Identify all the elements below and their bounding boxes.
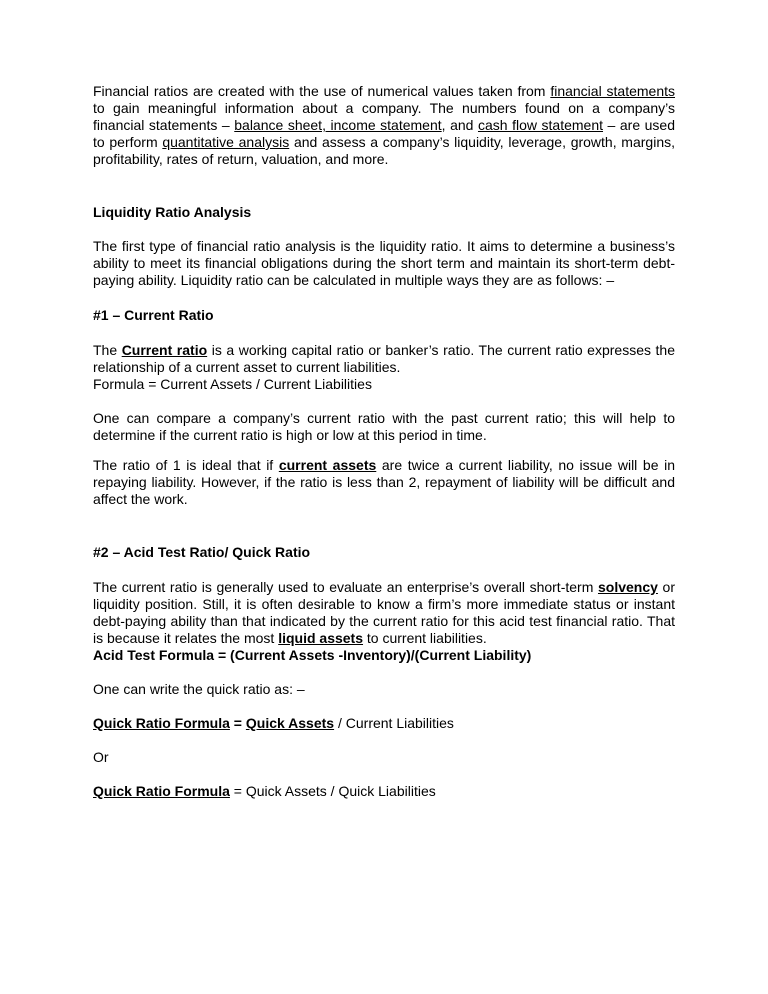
quick-ratio-intro: One can write the quick ratio as: –: [93, 681, 305, 697]
intro-paragraph: Financial ratios are created with the use of numerical values taken from financial statements to gain meaningful information about a company. The numbers found on a company’s financial statements – balance sheet, income statement, and cash flow statement – are used to perform quantitative analysis and assess a company’s liquidity, leverage, growth, margins, profitability, rates of return, valuation, and more.: [93, 83, 676, 167]
document-body: [93, 83, 675, 800]
acid-test-paragraph: The current ratio is generally used to evaluate an enterprise’s overall short-term solvency or liquidity position. Still, it is often desirable to know a firm’s more immediate status or instant debt-paying ability than that indicated by the current ratio for this acid test financial ratio. That is because it relates the most liquid assets to current liabilities.: [93, 579, 675, 646]
quick-ratio-formula-1: Quick Ratio Formula = Quick Assets / Current Liabilities: [93, 715, 454, 731]
acid-test-formula: Acid Test Formula = (Current Assets -Inventory)/(Current Liability): [93, 647, 532, 663]
compare-paragraph: One can compare a company’s current ratio with the past current ratio; this will help to determine if the current ratio is high or low at this period in time.: [93, 410, 675, 443]
quick-ratio-formula-2: Quick Ratio Formula = Quick Assets / Quick Liabilities: [93, 783, 436, 799]
heading-current-ratio: #1 – Current Ratio: [93, 307, 214, 323]
link-quick-ratio-formula-2[interactable]: Quick Ratio Formula: [93, 783, 230, 799]
link-quick-ratio-formula[interactable]: Quick Ratio Formula: [93, 715, 230, 731]
link-solvency[interactable]: solvency: [597, 579, 658, 595]
or-separator: Or: [93, 749, 109, 765]
link-financial-statements[interactable]: financial statements: [550, 83, 675, 99]
link-liquid-assets[interactable]: liquid assets: [278, 630, 364, 646]
link-balance-sheet[interactable]: balance sheet,: [234, 117, 326, 133]
heading-acid-test-ratio: #2 – Acid Test Ratio/ Quick Ratio: [93, 544, 311, 560]
heading-liquidity-ratio-analysis: Liquidity Ratio Analysis: [93, 204, 252, 220]
link-quantitative-analysis[interactable]: quantitative analysis: [162, 134, 290, 150]
link-cash-flow-statement[interactable]: cash flow statement: [477, 117, 604, 133]
current-ratio-formula: Formula = Current Assets / Current Liabilities: [93, 376, 372, 392]
link-quick-assets[interactable]: Quick Assets: [245, 715, 335, 731]
link-current-assets[interactable]: current assets: [278, 457, 377, 473]
current-ratio-paragraph: The Current ratio is a working capital ratio or banker’s ratio. The current ratio expresses the relationship of a current asset to current liabilities.: [93, 342, 675, 375]
link-income-statement[interactable]: income statement: [325, 117, 442, 133]
liquidity-paragraph: The first type of financial ratio analysis is the liquidity ratio. It aims to determine a business’s ability to meet its financial obligations during the short term and maintain its short-term debt-paying ability. Liquidity ratio can be calculated in multiple ways they are as follows: –: [93, 238, 675, 288]
ideal-ratio-paragraph: The ratio of 1 is ideal that if current assets are twice a current liability, no issue will be in repaying liability. However, if the ratio is less than 2, repayment of liability will be difficult and affect the work.: [93, 457, 675, 507]
link-current-ratio[interactable]: Current ratio: [121, 342, 208, 358]
